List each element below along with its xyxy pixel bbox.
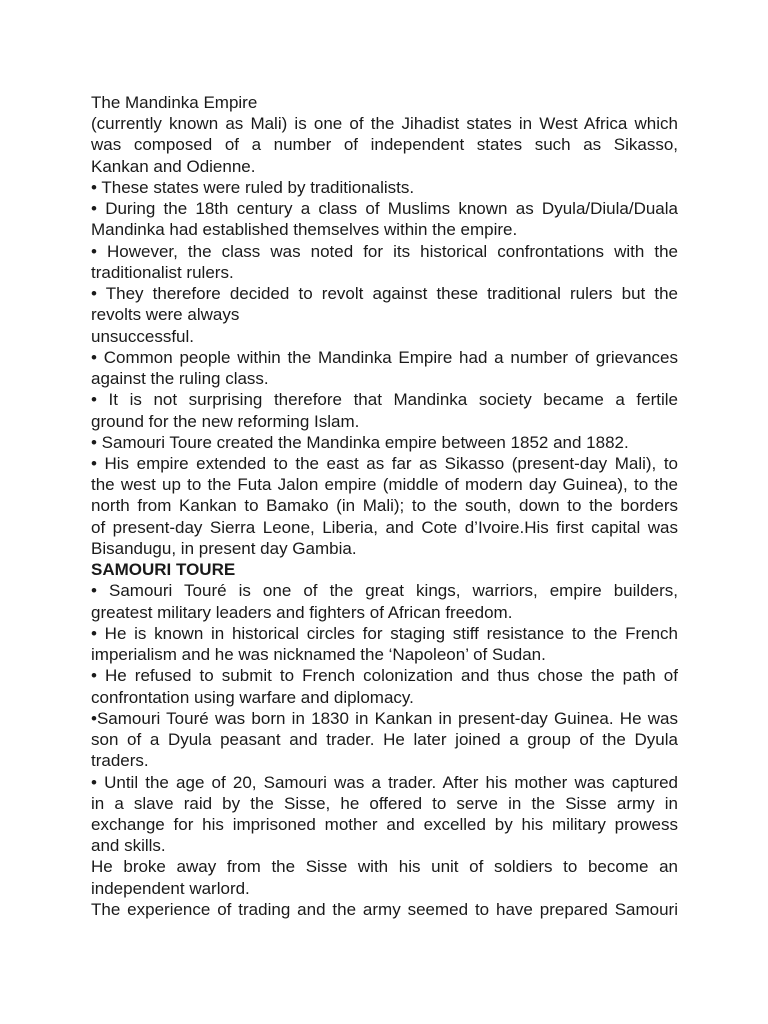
text-line: • Until the age of 20, Samouri was a trader. After his mother was captured <box>91 772 678 792</box>
text-line: • These states were ruled by traditionalists. <box>91 177 415 197</box>
bullet-point <box>91 347 678 389</box>
text-line: • They therefore decided to revolt against these traditional rulers but the <box>91 284 678 304</box>
bullet-point <box>91 665 678 707</box>
text-line: revolts were always <box>91 305 240 325</box>
text-line: (currently known as Mali) is one of the Jihadist states in West Africa which <box>91 114 678 134</box>
text-line: • He refused to submit to French colonization and thus chose the path of <box>91 666 678 686</box>
bullet-point <box>91 432 678 453</box>
bullet-point <box>91 198 678 240</box>
bullet-point <box>91 283 678 347</box>
section-samouri-toure <box>91 559 678 920</box>
section-heading: SAMOURI TOURE <box>91 560 236 580</box>
section-mandinka-empire <box>91 92 678 559</box>
text-line: • Samouri Touré is one of the great kings, warriors, empire builders, <box>91 581 678 601</box>
text-line: • However, the class was noted for its historical confrontations with the <box>91 241 678 261</box>
text-line: son of a Dyula peasant and trader. He later joined a group of the Dyula <box>91 730 678 750</box>
bullet-point <box>91 177 678 198</box>
text-line: traders. <box>91 751 149 771</box>
paragraph <box>91 856 678 898</box>
text-line: • Samouri Toure created the Mandinka empire between 1852 and 1882. <box>91 432 629 452</box>
text-line: unsuccessful. <box>91 326 194 346</box>
intro-paragraph <box>91 113 678 177</box>
bullet-point <box>91 453 678 559</box>
bullet-point <box>91 241 678 283</box>
text-line: imperialism and he was nicknamed the ‘Napoleon’ of Sudan. <box>91 645 546 665</box>
text-line: of present-day Sierra Leone, Liberia, and Cote d’Ivoire.His first capital was <box>91 517 678 537</box>
text-line: confrontation using warfare and diplomacy. <box>91 687 414 707</box>
text-line: Kankan and Odienne. <box>91 156 256 176</box>
text-line: He broke away from the Sisse with his unit of soldiers to become an <box>91 857 678 877</box>
text-line: was composed of a number of independent states such as Sikasso, <box>91 135 678 155</box>
text-line: the west up to the Futa Jalon empire (middle of modern day Guinea), to the <box>91 475 678 495</box>
text-line: ground for the new reforming Islam. <box>91 411 360 431</box>
text-line: Mandinka had established themselves within the empire. <box>91 220 518 240</box>
text-line: • He is known in historical circles for staging stiff resistance to the French <box>91 623 678 643</box>
bullet-point <box>91 772 678 857</box>
bullet-point <box>91 580 678 622</box>
text-line: and skills. <box>91 836 166 856</box>
text-line: • It is not surprising therefore that Mandinka society became a fertile <box>91 390 678 410</box>
text-line: •Samouri Touré was born in 1830 in Kankan in present-day Guinea. He was <box>91 708 678 728</box>
bullet-point <box>91 708 678 772</box>
text-line: independent warlord. <box>91 878 250 898</box>
text-line: against the ruling class. <box>91 369 269 389</box>
text-line: Bisandugu, in present day Gambia. <box>91 538 357 558</box>
bullet-point <box>91 389 678 431</box>
document-title: The Mandinka Empire <box>91 93 258 112</box>
text-line: • His empire extended to the east as far as Sikasso (present-day Mali), to <box>91 453 678 473</box>
text-line: in a slave raid by the Sisse, he offered to serve in the Sisse army in <box>91 793 678 813</box>
text-line: • During the 18th century a class of Muslims known as Dyula/Diula/Duala <box>91 199 678 219</box>
paragraph <box>91 899 678 920</box>
text-line: The experience of trading and the army seemed to have prepared Samouri <box>91 899 678 919</box>
text-line: • Common people within the Mandinka Empire had a number of grievances <box>91 347 678 367</box>
text-line: traditionalist rulers. <box>91 262 234 282</box>
text-line: greatest military leaders and fighters of African freedom. <box>91 602 513 622</box>
bullet-point <box>91 623 678 665</box>
text-line: north from Kankan to Bamako (in Mali); to the south, down to the borders <box>91 496 678 516</box>
text-line: exchange for his imprisoned mother and excelled by his military prowess <box>91 814 678 834</box>
document-body <box>91 92 678 920</box>
